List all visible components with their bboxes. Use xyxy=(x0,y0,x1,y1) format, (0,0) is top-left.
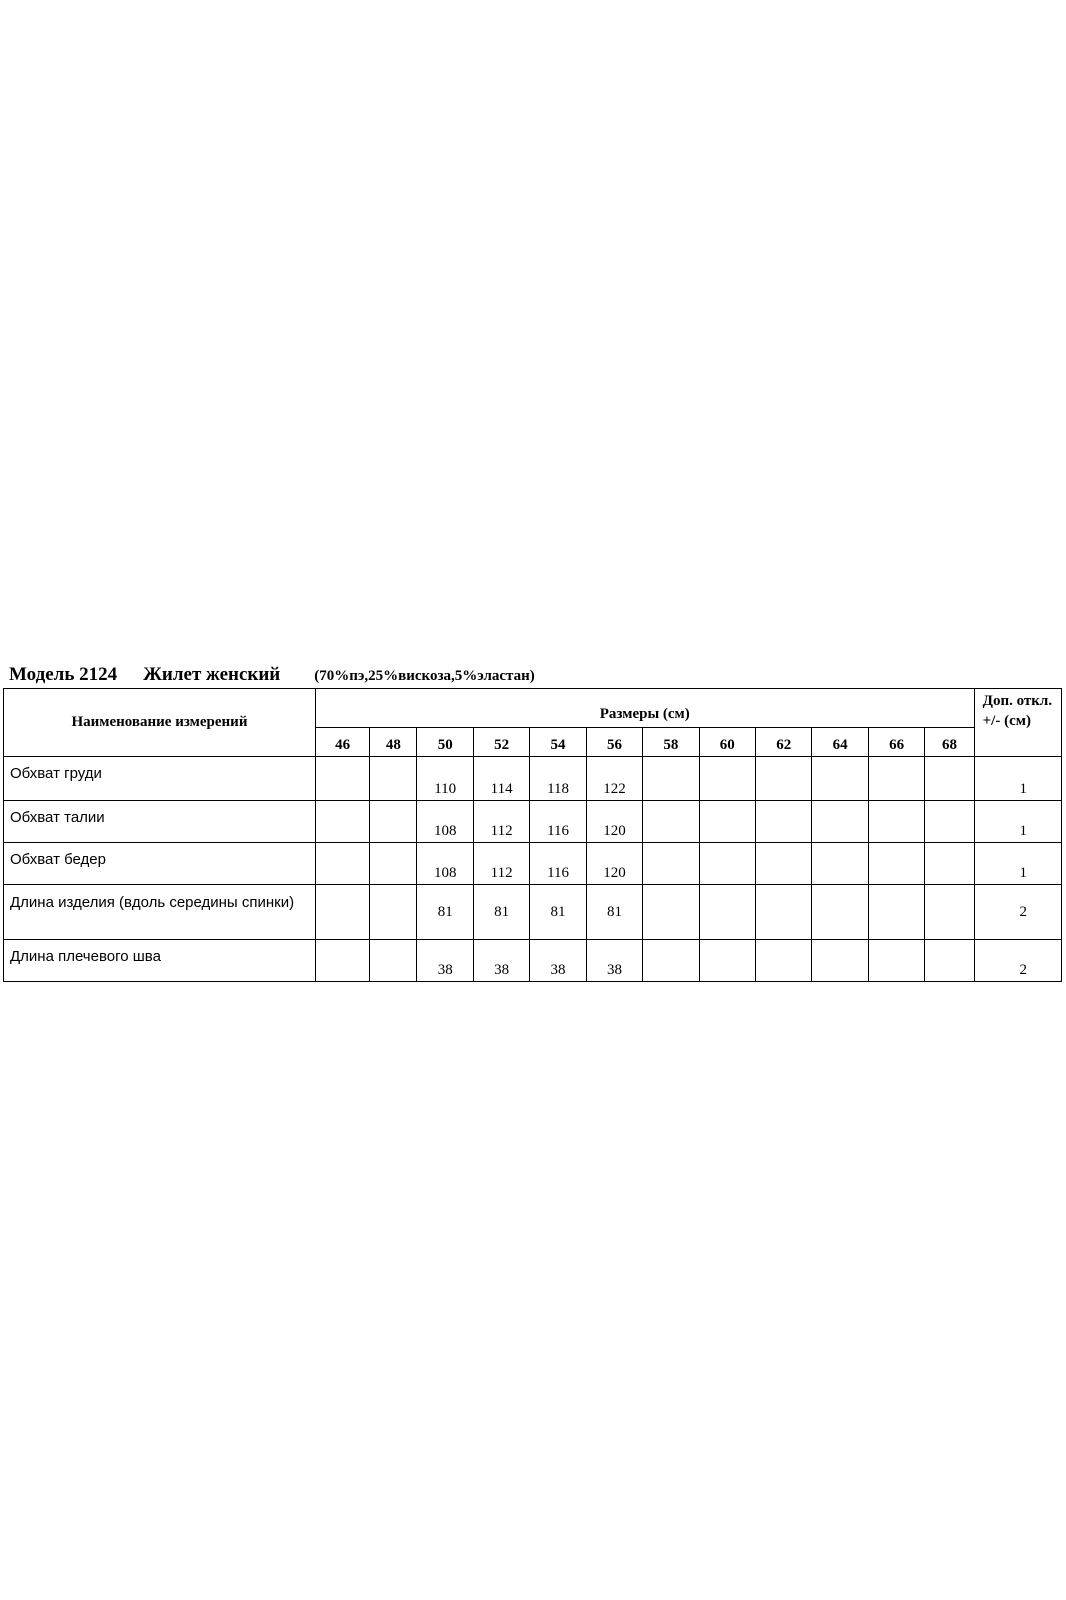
tolerance-value: 1 xyxy=(974,843,1061,885)
measurement-value xyxy=(812,801,868,843)
measurement-value xyxy=(868,757,924,801)
table-row xyxy=(4,801,1062,843)
measurement-value xyxy=(699,843,755,885)
tolerance-value: 1 xyxy=(974,757,1061,801)
tolerance-value: 2 xyxy=(974,940,1061,982)
measurement-value: 112 xyxy=(473,801,529,843)
size-number: 52 xyxy=(473,728,529,757)
tolerance-value: 1 xyxy=(974,801,1061,843)
measurement-value: 120 xyxy=(586,801,642,843)
size-number: 54 xyxy=(530,728,586,757)
measurement-value xyxy=(370,885,417,940)
measurement-value xyxy=(315,801,369,843)
measurement-value xyxy=(868,885,924,940)
size-number: 68 xyxy=(925,728,974,757)
measurement-value xyxy=(370,843,417,885)
measurement-value xyxy=(643,757,699,801)
measurement-value xyxy=(756,801,812,843)
table-row xyxy=(4,757,1062,801)
measurement-value: 122 xyxy=(586,757,642,801)
measurement-value: 38 xyxy=(586,940,642,982)
size-number: 58 xyxy=(643,728,699,757)
measurement-value xyxy=(315,885,369,940)
measurement-value: 116 xyxy=(530,843,586,885)
table-row xyxy=(4,843,1062,885)
measurement-value: 112 xyxy=(473,843,529,885)
measurement-value xyxy=(315,843,369,885)
measurement-value xyxy=(315,757,369,801)
measurement-value xyxy=(925,801,974,843)
measurement-value xyxy=(925,885,974,940)
measurement-value xyxy=(812,940,868,982)
measurement-value xyxy=(756,885,812,940)
measurement-value xyxy=(643,940,699,982)
measurement-value: 108 xyxy=(417,843,473,885)
measurement-value xyxy=(925,843,974,885)
measurement-value: 120 xyxy=(586,843,642,885)
size-number: 50 xyxy=(417,728,473,757)
measurement-value xyxy=(370,940,417,982)
size-number: 48 xyxy=(370,728,417,757)
measurement-value xyxy=(868,843,924,885)
measurement-value xyxy=(699,940,755,982)
size-number: 62 xyxy=(756,728,812,757)
measurement-value: 118 xyxy=(530,757,586,801)
measurement-value: 81 xyxy=(586,885,642,940)
measurement-value: 108 xyxy=(417,801,473,843)
measurement-value: 38 xyxy=(530,940,586,982)
measurement-value xyxy=(699,885,755,940)
measurement-value xyxy=(812,843,868,885)
measurement-value xyxy=(925,940,974,982)
table-row xyxy=(4,940,1062,982)
measurement-value: 110 xyxy=(417,757,473,801)
tolerance-value: 2 xyxy=(974,885,1061,940)
measurement-value xyxy=(370,757,417,801)
fabric-composition: (70%пэ,25%вискоза,5%эластан) xyxy=(314,668,535,684)
measurement-value: 81 xyxy=(473,885,529,940)
measurement-value xyxy=(925,757,974,801)
measurement-value xyxy=(812,885,868,940)
measurement-value xyxy=(868,801,924,843)
measurement-value: 116 xyxy=(530,801,586,843)
size-number: 66 xyxy=(868,728,924,757)
measurement-name: Обхват талии xyxy=(4,801,316,843)
measurement-value xyxy=(643,885,699,940)
measurement-name-header: Наименование измерений xyxy=(4,689,316,757)
measurement-value xyxy=(756,757,812,801)
measurement-value xyxy=(643,843,699,885)
measurement-value xyxy=(868,940,924,982)
measurement-value xyxy=(643,801,699,843)
measurement-value: 81 xyxy=(417,885,473,940)
measurement-value: 38 xyxy=(473,940,529,982)
measurement-value: 81 xyxy=(530,885,586,940)
measurement-value xyxy=(812,757,868,801)
measurement-value xyxy=(315,940,369,982)
size-number: 46 xyxy=(315,728,369,757)
sizes-header: Размеры (см) xyxy=(315,689,974,728)
document-heading xyxy=(9,664,535,686)
size-chart-table xyxy=(3,688,1062,982)
table-row xyxy=(4,885,1062,940)
measurement-value xyxy=(699,801,755,843)
model-number: Модель 2124 xyxy=(9,664,118,685)
measurement-value xyxy=(699,757,755,801)
product-name: Жилет женский xyxy=(143,664,281,685)
measurement-name: Длина изделия (вдоль середины спинки) xyxy=(4,885,316,940)
size-number: 60 xyxy=(699,728,755,757)
size-number: 64 xyxy=(812,728,868,757)
measurement-value: 38 xyxy=(417,940,473,982)
measurement-value xyxy=(370,801,417,843)
size-number: 56 xyxy=(586,728,642,757)
measurement-name: Обхват бедер xyxy=(4,843,316,885)
measurement-value xyxy=(756,843,812,885)
measurement-name: Длина плечевого шва xyxy=(4,940,316,982)
measurement-value: 114 xyxy=(473,757,529,801)
tolerance-header: Доп. откл. +/- (см) xyxy=(974,689,1061,757)
measurement-name: Обхват груди xyxy=(4,757,316,801)
measurement-value xyxy=(756,940,812,982)
header-row xyxy=(4,689,1062,728)
